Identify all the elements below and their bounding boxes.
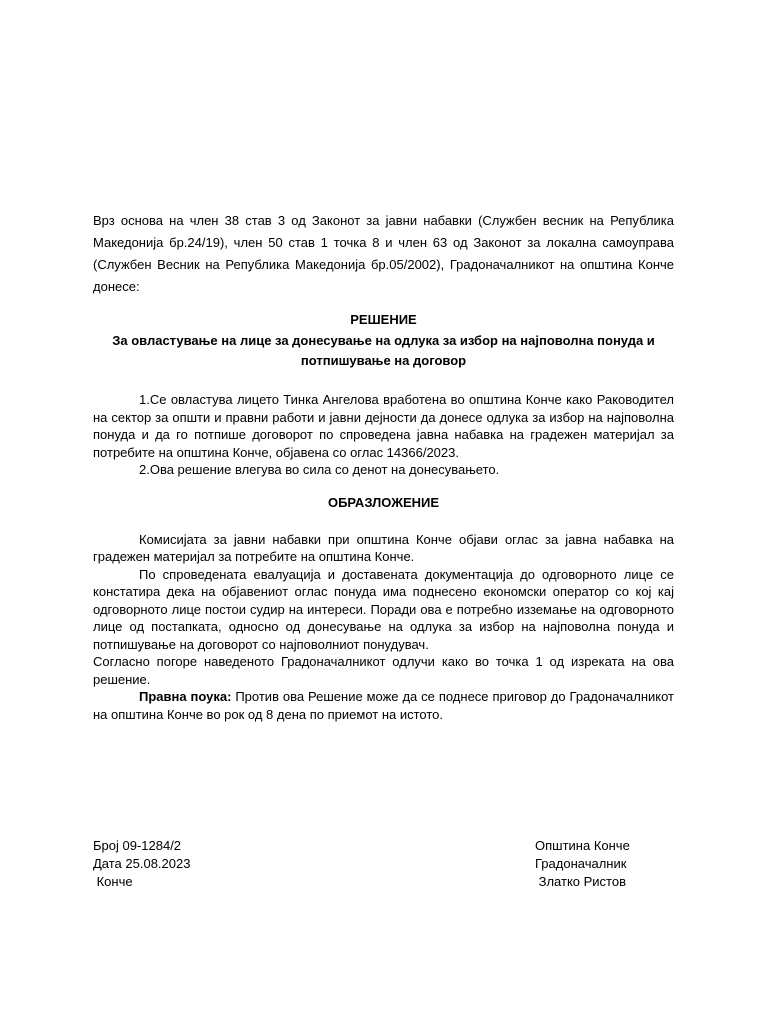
legal-remedy-text: Против ова Решение може да се поднесе приговор до Градоначалникот на општина Конче во рок од 8 дена по приемот на истото. [93,689,674,722]
municipality-name: Општина Конче [535,838,630,853]
document-date: Дата 25.08.2023 [93,856,191,871]
signatory-name: Златко Ристов [535,874,626,889]
footer-left-block [93,837,190,891]
legal-remedy-label: Правна поука: [139,689,232,704]
explanation-title: ОБРАЗЛОЖЕНИЕ [327,494,440,510]
explanation-paragraph: По спроведената евалуација и доставената документација до одговорното лице се констатира дека на објавениот оглас понуда има поднесено економски оператор со кој кај одговорното лице постои судир на интереси. Поради ова е потребно изземање на одговорното лице од постапката, односно од донесување на одлука за избор на најповолна понуда и потпишување на договорот со најповолниот понудувач. [93,566,674,652]
decision-subtitle: За овластување на лице за донесување на одлука за избор на најповолна понуда и потпишување на договор [112,333,655,368]
document-number: Број 09-1284/2 [93,838,182,853]
explanation-paragraph: Комисијата за јавни набавки при општина Конче објави оглас за јавна набавка на градежен материјал за потребите на општина Конче. [93,531,674,564]
document-place: Конче [93,874,133,889]
legal-remedy [93,688,674,723]
decision-item: 1.Се овластува лицето Тинка Ангелова вработена во општина Конче како Раководител на сектор за општи и правни работи и јавни дејности да донесе одлука за избор на најповолна понуда и да го потпише договорот по спроведена јавна набавка на градежен материјал за потребите на општина Конче, објавена со оглас 14366/2023. [93,392,674,460]
document-body [93,210,674,723]
signatory-position: Градоначалник [535,856,627,871]
explanation-paragraph: Согласно погоре наведеното Градоначалникот одлучи како во точка 1 од изреката на ова решение. [93,654,674,687]
decision-item: 2.Ова решение влегува во сила со денот на донесувањето. [139,462,500,477]
decision-title: РЕШЕНИЕ [350,312,417,327]
footer-signature-block [535,837,630,891]
intro-paragraph: Врз основа на член 38 став 3 од Законот за јавни набавки (Службен весник на Република Македонија бр.24/19), член 50 став 1 точка 8 и член 63 од Законот за локална самоуправа (Службен Весник на Република Македонија бр.05/2002), Градоначалникот на општина Конче донесе: [93,213,674,294]
